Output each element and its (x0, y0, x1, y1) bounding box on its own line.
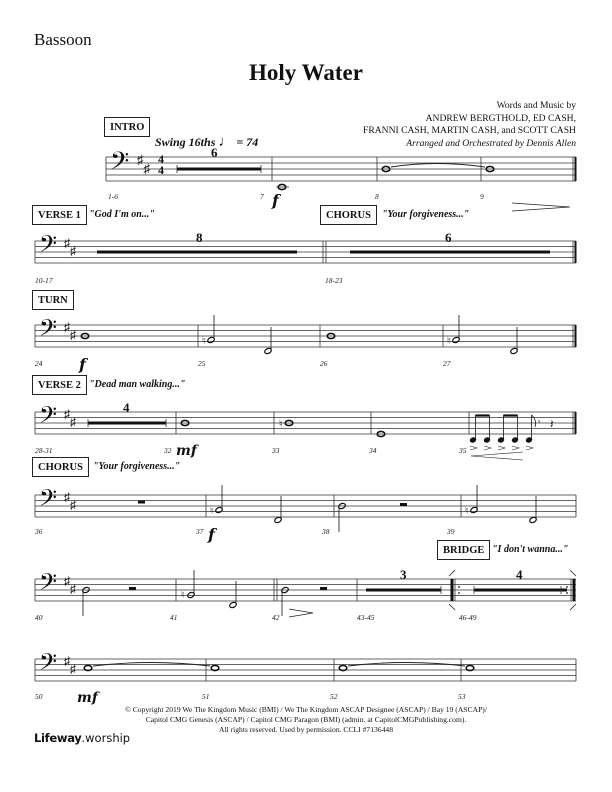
measure-number: 24 (35, 359, 43, 368)
measure-number: 8 (375, 192, 379, 201)
rehearsal-verse-2: VERSE 2 (32, 375, 87, 395)
rehearsal-chorus-2: CHORUS (32, 457, 89, 477)
measure-number: 51 (202, 692, 210, 701)
dynamic-mezzo-forte: mf (77, 690, 98, 706)
credits-words-music: Words and Music by (496, 100, 576, 111)
copyright-line-1: © Copyright 2019 We The Kingdom Music (BMI) / We The Kingdom ASCAP Designee (ASCAP) / Bay 19 (ASCAP)/ (125, 705, 487, 714)
measure-number: 1-6 (108, 192, 118, 201)
bass-clef-icon: 𝄢 (39, 570, 58, 601)
dynamic-mezzo-forte: mf (176, 443, 197, 459)
credits-composers-2: FRANNI CASH, MARTIN CASH, and SCOTT CASH (362, 125, 576, 137)
key-signature-sharps-icon: ♯♯ (64, 490, 76, 512)
svg-text:♮: ♮ (210, 506, 214, 517)
svg-text:♮: ♮ (202, 336, 206, 347)
measure-number: 43-45 (357, 613, 375, 622)
measure-number: 9 (480, 192, 484, 201)
lifeway-worship-logo: Lifeway.worship (34, 731, 131, 745)
key-signature-sharps-icon: ♯♯ (64, 236, 76, 258)
bass-clef-icon: 𝄢 (39, 316, 58, 347)
measure-number: 50 (35, 692, 43, 701)
logo-lifeway: Lifeway (34, 731, 82, 745)
multirest-count-bridge-a: 3 (400, 567, 407, 582)
multirest-count-verse-2: 4 (123, 400, 130, 415)
rehearsal-bridge: BRIDGE (437, 540, 490, 560)
svg-text:𝄽: 𝄽 (550, 417, 554, 431)
tempo-bpm: = 74 (236, 135, 259, 149)
logo-worship: worship (85, 731, 131, 745)
rehearsal-chorus-1: CHORUS (320, 205, 377, 225)
measure-number: 18-23 (325, 276, 343, 285)
measure-number: 36 (35, 527, 43, 536)
svg-text:♮: ♮ (181, 590, 185, 601)
lyric-cue-verse-1: "God I'm on..." (89, 209, 155, 220)
bass-clef-icon: 𝄢 (39, 403, 58, 434)
multirest-count-verse-1: 8 (196, 230, 203, 245)
measure-number: 34 (369, 446, 377, 455)
key-signature-sharps-icon: ♯♯ (137, 152, 150, 176)
measure-number: 27 (443, 359, 451, 368)
multirest-count-bridge-b: 4 (516, 567, 523, 582)
measure-number: 37 (196, 527, 204, 536)
bass-clef-icon: 𝄢 (110, 148, 130, 181)
dynamic-forte: f (79, 355, 86, 374)
measure-number: 28-31 (35, 446, 53, 455)
tempo-text: Swing 16ths (155, 135, 216, 149)
measure-number: 33 (272, 446, 280, 455)
lyric-cue-chorus-2: "Your forgiveness..." (93, 461, 181, 472)
key-signature-sharps-icon: ♯♯ (64, 407, 76, 429)
multirest-count-chorus-1: 6 (445, 230, 452, 245)
measure-number: 38 (322, 527, 330, 536)
rehearsal-intro: INTRO (104, 117, 150, 137)
measure-number: 10-17 (35, 276, 53, 285)
measure-number: 7 (260, 192, 264, 201)
copyright-line-3: All rights reserved. Used by permission. CCLI #7136448 (218, 725, 393, 734)
svg-text:♮: ♮ (279, 419, 283, 430)
measure-number: 53 (458, 692, 466, 701)
lyric-cue-chorus-1: "Your forgiveness..." (382, 209, 470, 220)
credits-composers-1: ANDREW BERGTHOLD, ED CASH, (425, 112, 576, 124)
bass-clef-icon: 𝄢 (39, 232, 58, 263)
song-title: Holy Water (249, 60, 363, 85)
key-signature-sharps-icon: ♯♯ (64, 654, 76, 676)
instrument-name: Bassoon (34, 30, 92, 49)
dynamic-forte: f (272, 191, 279, 210)
bass-clef-icon: 𝄢 (39, 650, 58, 681)
measure-number: 52 (330, 692, 338, 701)
rehearsal-turn: TURN (32, 290, 74, 310)
svg-text:♮: ♮ (447, 336, 451, 347)
measure-number: 25 (198, 359, 206, 368)
lyric-cue-verse-2: "Dead man walking..." (89, 379, 186, 390)
measure-number: 41 (170, 613, 178, 622)
measure-number: 42 (272, 613, 280, 622)
key-signature-sharps-icon: ♯♯ (64, 574, 76, 596)
svg-text:𝄾: 𝄾 (538, 417, 541, 427)
copyright-line-2: Capitol CMG Genesis (ASCAP) / Capitol CMG Paragon (BMI) (admin. at CapitolCMGPublishing.com). (145, 715, 467, 724)
measure-number: 46-49 (459, 613, 477, 622)
lyric-cue-bridge: "I don't wanna..." (492, 544, 569, 555)
multirest-count-intro: 6 (211, 145, 218, 160)
measure-number: 39 (447, 527, 455, 536)
key-signature-sharps-icon: ♯♯ (64, 320, 76, 342)
bass-clef-icon: 𝄢 (39, 486, 58, 517)
measure-number: 40 (35, 613, 43, 622)
credits-arranger: Arranged and Orchestrated by Dennis Allen (406, 137, 576, 149)
svg-text:♮: ♮ (465, 506, 469, 517)
quarter-note-icon: ♩ (218, 134, 234, 150)
measure-number: 26 (320, 359, 328, 368)
rehearsal-verse-1: VERSE 1 (32, 205, 87, 225)
time-signature: 4 4 (158, 152, 164, 177)
measure-number: 35 (459, 446, 467, 455)
dynamic-forte: f (208, 525, 215, 544)
measure-number: 32 (164, 446, 172, 455)
